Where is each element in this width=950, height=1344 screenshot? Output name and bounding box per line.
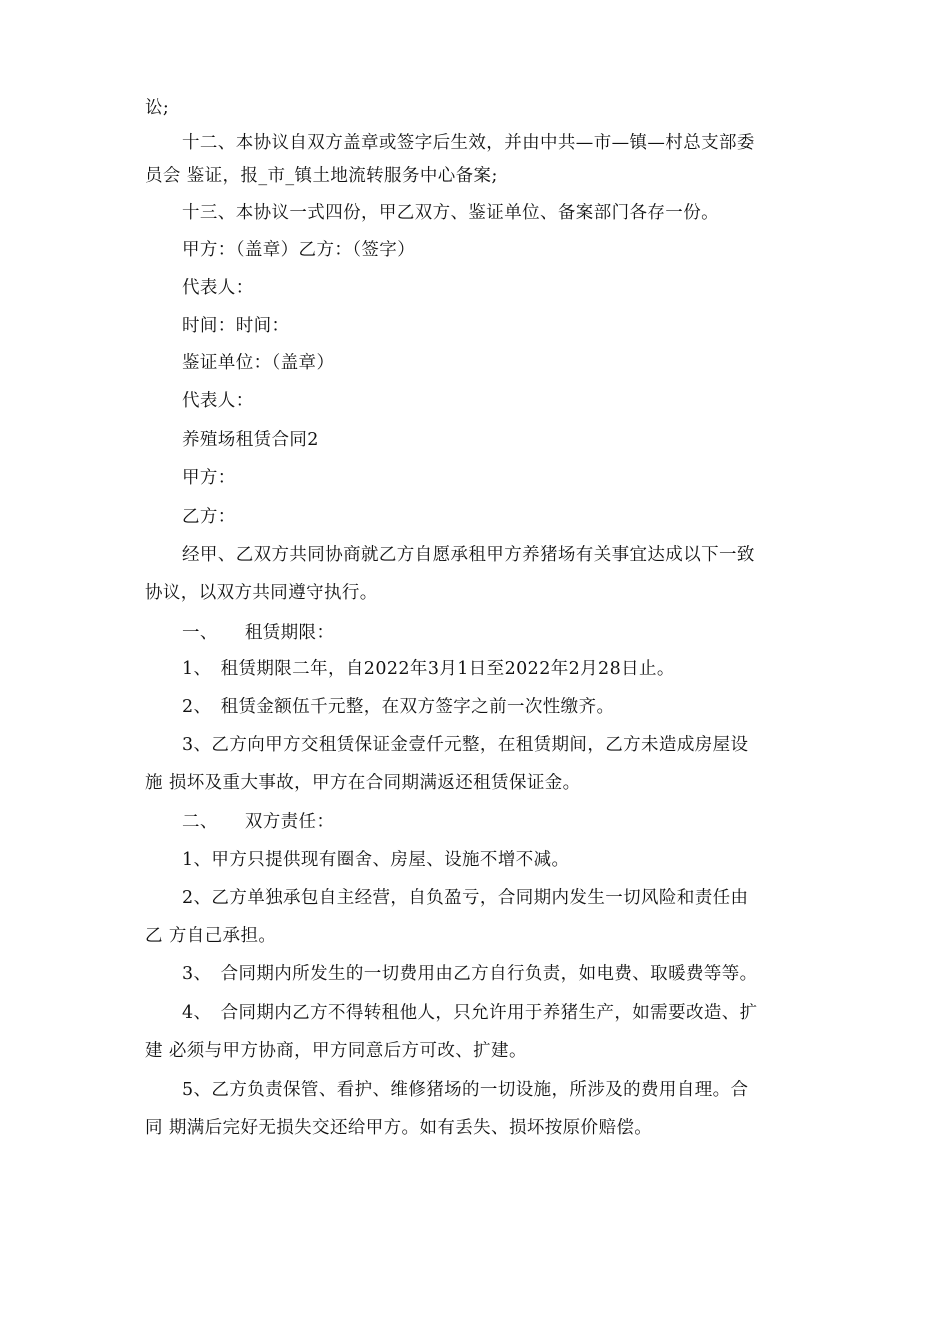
text-line-6: 代表人：	[182, 278, 254, 298]
text-line-27: 5、乙方负责保管、看护、维修猪场的一切设施，所涉及的费用自理。合	[182, 1080, 749, 1100]
text-line-8: 鉴证单位：（盖章）	[182, 353, 335, 373]
text-line-2: 十二、本协议自双方盖章或签字后生效，并由中共—市—镇—村总支部委	[182, 133, 755, 153]
text-line-5: 甲方：（盖章）乙方：（签字）	[182, 240, 416, 260]
text-line-22: 2、乙方单独承包自主经营，自负盈亏，合同期内发生一切风险和责任由	[182, 888, 749, 908]
text-line-10: 养殖场租赁合同2	[182, 430, 319, 450]
text-line-13: 经甲、乙双方共同协商就乙方自愿承租甲方养猪场有关事宜达成以下一致	[182, 545, 755, 565]
text-line-12: 乙方：	[182, 507, 236, 527]
text-line-1: 讼;	[145, 98, 170, 118]
text-line-9: 代表人：	[182, 391, 254, 411]
text-line-4: 十三、本协议一式四份，甲乙双方、鉴证单位、备案部门各存一份。	[182, 203, 719, 223]
text-line-19: 施 损坏及重大事故，甲方在合同期满返还租赁保证金。	[145, 773, 581, 793]
text-line-20: 二、 双方责任：	[182, 812, 335, 832]
text-line-3: 员会 鉴证，报_市_镇土地流转服务中心备案;	[145, 166, 498, 186]
text-line-7: 时间：时间：	[182, 316, 290, 336]
text-line-14: 协议，以双方共同遵守执行。	[145, 583, 378, 603]
text-line-26: 建 必须与甲方协商，甲方同意后方可改、扩建。	[145, 1041, 527, 1061]
text-line-18: 3、乙方向甲方交租赁保证金壹仟元整，在租赁期间，乙方未造成房屋设	[182, 735, 749, 755]
text-line-21: 1、甲方只提供现有圈舍、房屋、设施不增不减。	[182, 850, 570, 870]
text-line-15: 一、 租赁期限：	[182, 623, 335, 643]
text-line-11: 甲方：	[182, 468, 236, 488]
text-line-25: 4、 合同期内乙方不得转租他人，只允许用于养猪生产，如需要改造、扩	[182, 1003, 758, 1023]
text-line-17: 2、 租赁金额伍千元整，在双方签字之前一次性缴齐。	[182, 697, 615, 717]
text-line-16: 1、 租赁期限二年，自2022年3月1日至2022年2月28日止。	[182, 659, 675, 679]
text-line-23: 乙 方自己承担。	[145, 926, 277, 946]
text-line-24: 3、 合同期内所发生的一切费用由乙方自行负责，如电费、取暖费等等。	[182, 964, 758, 984]
text-line-28: 同 期满后完好无损失交还给甲方。如有丢失、损坏按原价赔偿。	[145, 1118, 653, 1138]
